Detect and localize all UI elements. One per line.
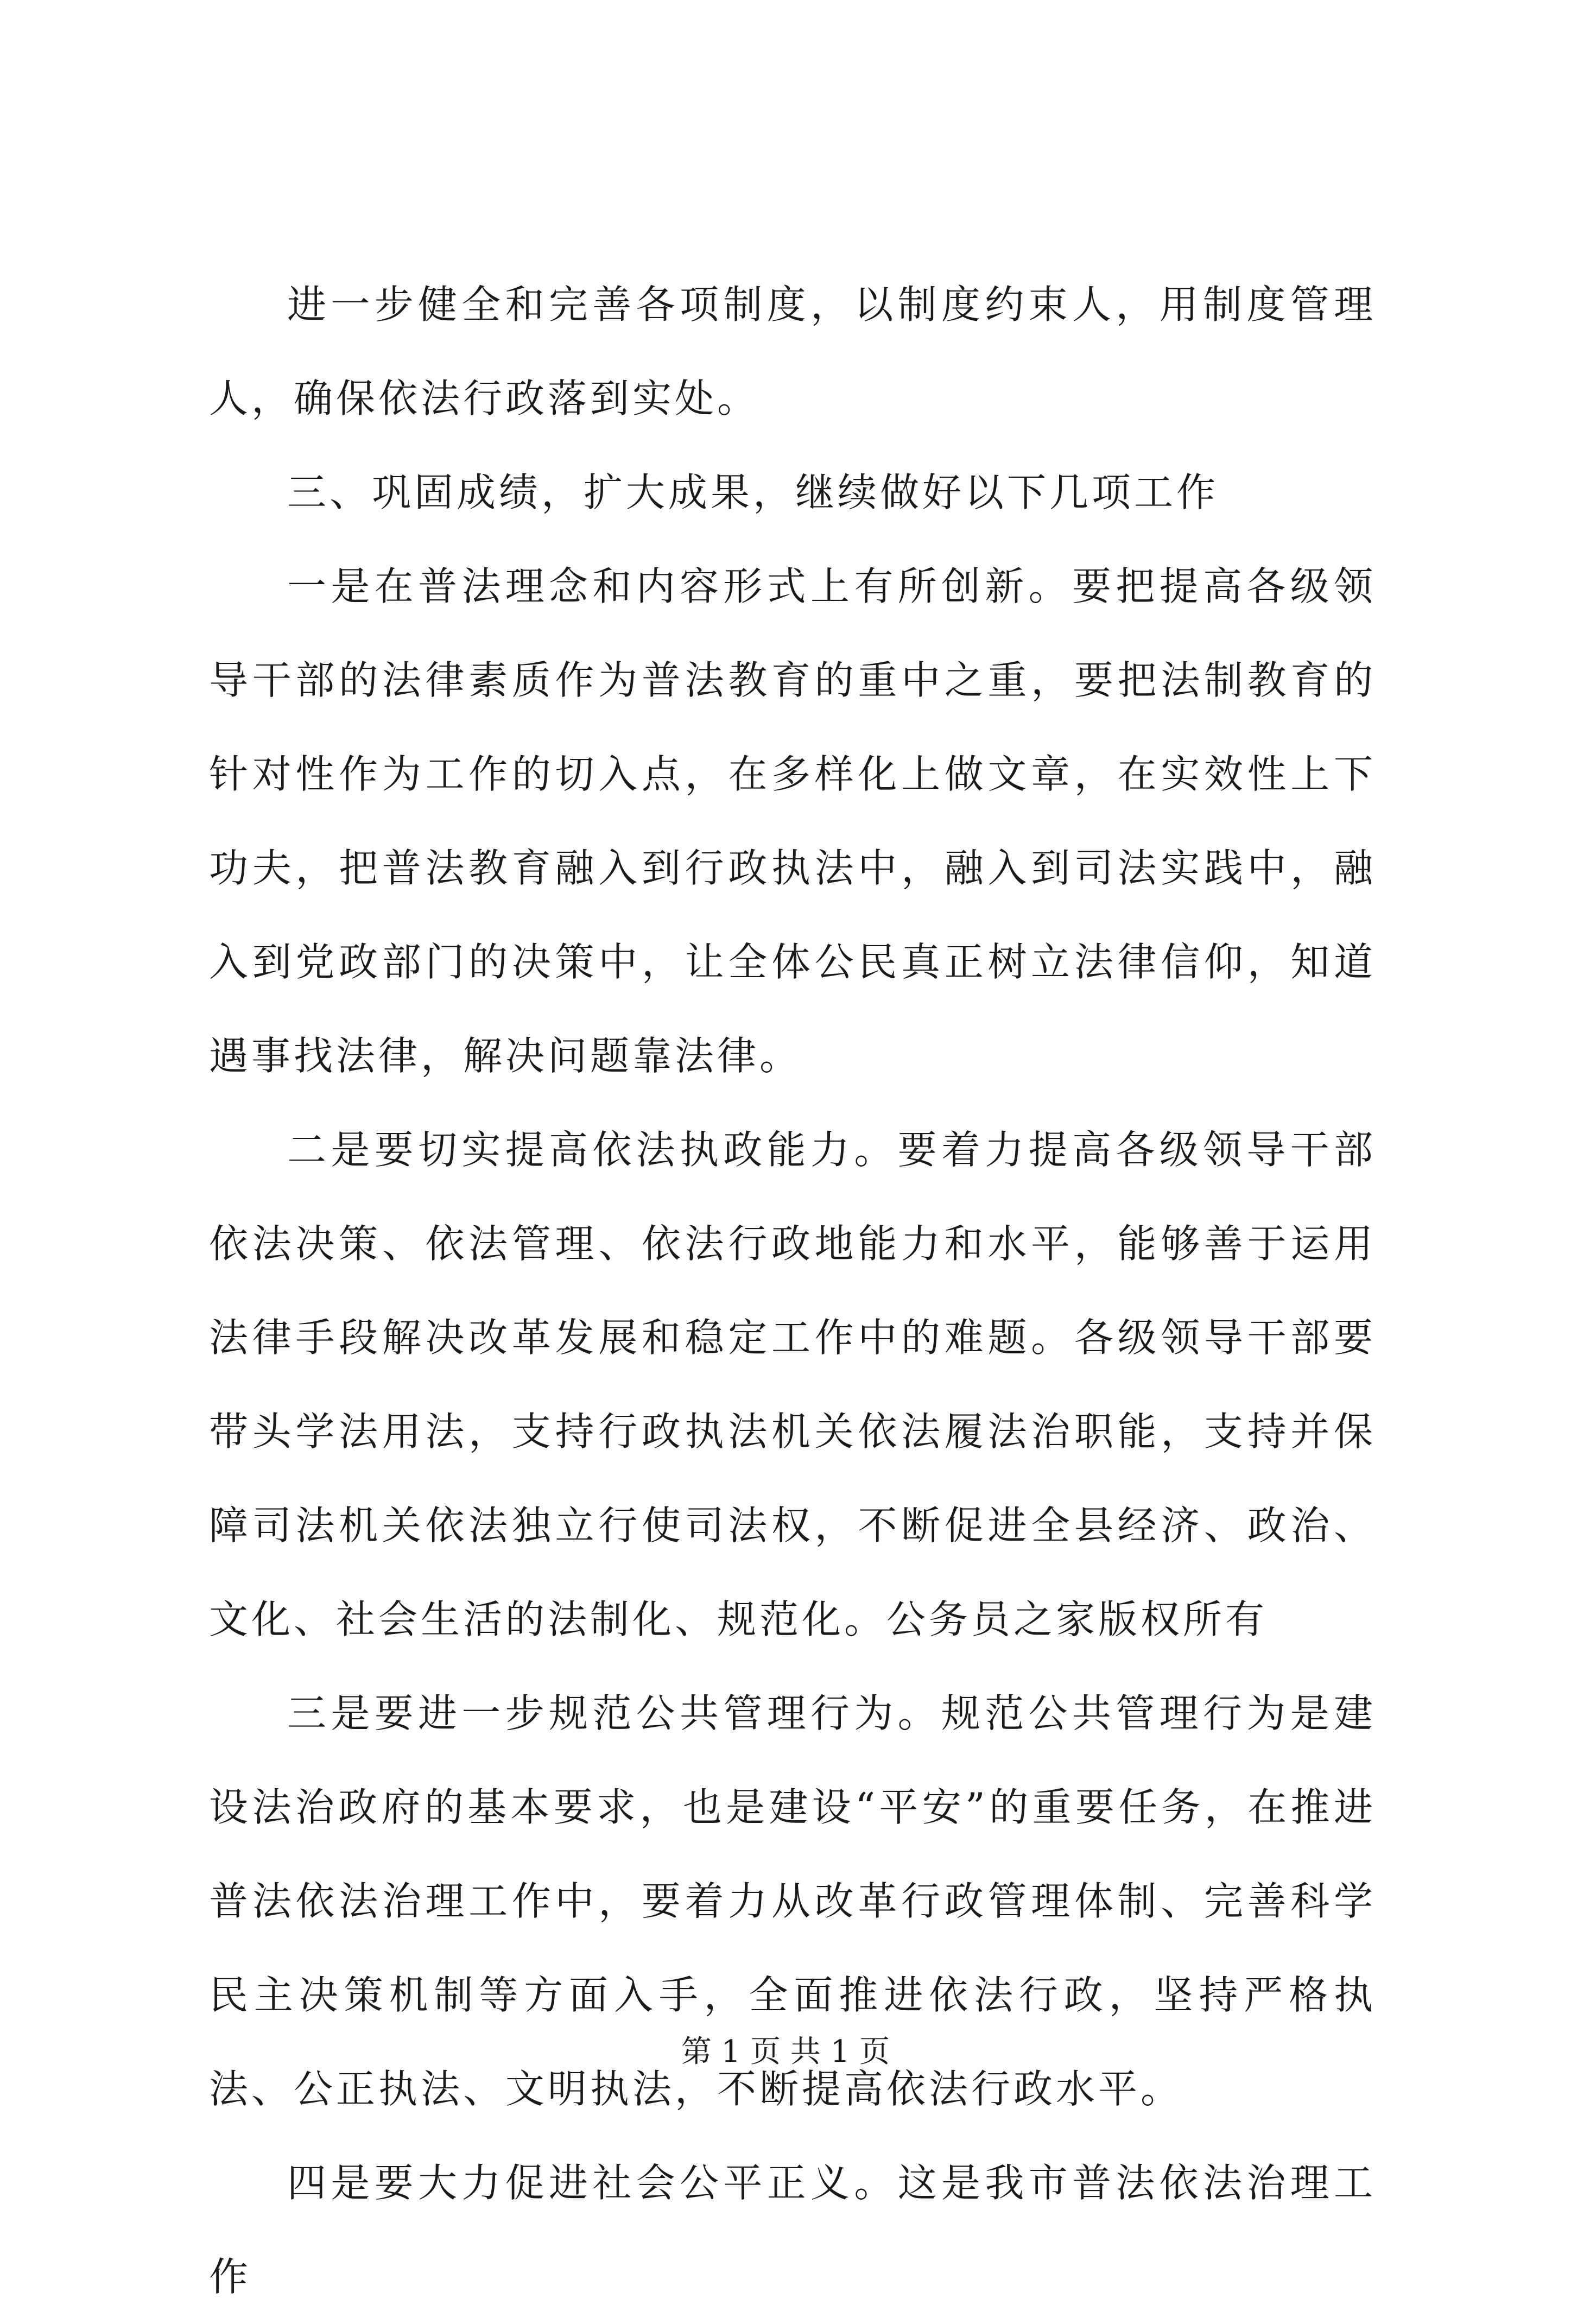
paragraph: 二是要切实提高依法执政能力。要着力提高各级领导干部依法决策、依法管理、依法行政地能力和水平，能够善于运用法律手段解决改革发展和稳定工作中的难题。各级领导干部要带头学法用法，支持行政执法机关依法履法治职能，支持并保障司法机关依法独立行使司法权，不断促进全县经济、政治、文化、社会生活的法制化、规范化。公务员之家版权所有 xyxy=(209,1127,1376,1642)
section-heading: 三、巩固成绩，扩大成果，继续做好以下几项工作 xyxy=(287,470,1219,515)
paragraph: 一是在普法理念和内容形式上有所创新。要把提高各级领导干部的法律素质作为普法教育的重中之重，要把法制教育的针对性作为工作的切入点，在多样化上做文章，在实效性上下功夫，把普法教育融入到行政执法中，融入到司法实践中，融入到党政部门的决策中，让全体公民真正树立法律信仰，知道遇事找法律，解决问题靠法律。 xyxy=(209,563,1376,1079)
page-number-footer: 第 1 页 共 1 页 xyxy=(681,2034,890,2069)
paragraph: 进一步健全和完善各项制度，以制度约束人，用制度管理人，确保依法行政落到实处。 xyxy=(209,282,1376,421)
document-body xyxy=(209,258,1376,2324)
paragraph: 三是要进一步规范公共管理行为。规范公共管理行为是建设法治政府的基本要求，也是建设“平安”的重要任务，在推进普法依法治理工作中，要着力从改革行政管理体制、完善科学民主决策机制等方面入手，全面推进依法行政，坚持严格执法、公正执法、文明执法，不断提高依法行政水平。 xyxy=(209,1690,1376,2112)
paragraph: 四是要大力促进社会公平正义。这是我市普法依法治理工作 xyxy=(209,2160,1376,2300)
